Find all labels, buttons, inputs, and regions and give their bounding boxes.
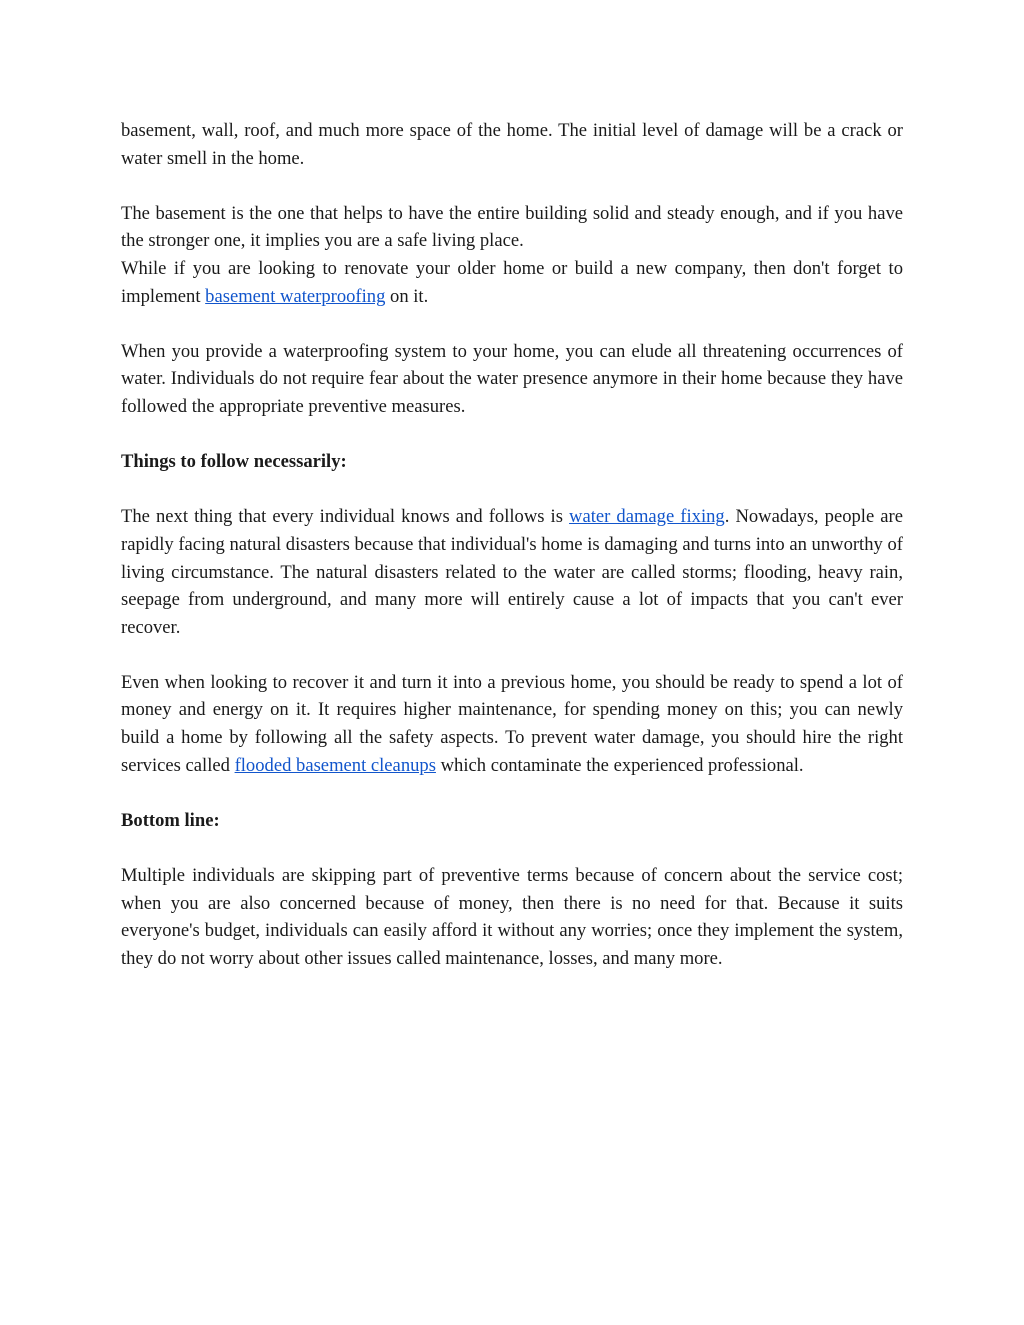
paragraph-basement-strength: The basement is the one that helps to have the entire building solid and steady enough, and if you have the stronger one, it implies you are a safe living place.: [121, 202, 903, 252]
paragraph-water-damage-text: The next thing that every individual knows and follows is: [121, 506, 570, 528]
paragraph-spacer: [121, 476, 903, 504]
paragraph-recover-tail: which contaminate the experienced professional.: [435, 754, 804, 776]
paragraph-spacer: [121, 310, 903, 338]
paragraph-spacer: [121, 421, 903, 449]
paragraph-spacer: [121, 641, 903, 669]
paragraph-spacer: [121, 834, 903, 862]
paragraph-conclusion: Multiple individuals are skipping part of preventive terms because of concern about the service cost; when you are also concerned because of money, then there is no need for that. Because it suits everyone's budget, individuals can easily afford it without any worries; once they implement the system, they do not worry about other issues called maintenance, losses, and many more.: [121, 865, 903, 969]
paragraph-renovate-text: While if you are looking to renovate your older home or build a new company, then don't forget to implement: [121, 257, 903, 307]
heading-bottom-line: Bottom line:: [121, 809, 220, 831]
paragraph-water-damage-tail: . Nowadays, people are rapidly facing natural disasters because that individual's home is damaging and turns into an unworthy of living circumstance. The natural disasters related to the water are called storms; flooding, heavy rain, seepage from underground, and many more will entirely cause a lot of impacts that you can't ever recover.: [121, 506, 903, 638]
basement-waterproofing-link[interactable]: basement waterproofing: [205, 285, 386, 307]
paragraph-waterproofing-system: When you provide a waterproofing system to your home, you can elude all threatening occurrences of water. Individuals do not require fear about the water presence anymore in their home because they have followed the appropriate preventive measures.: [121, 340, 903, 417]
paragraph-renovate-tail: on it.: [385, 285, 429, 307]
paragraph-intro: basement, wall, roof, and much more space of the home. The initial level of damage will be a crack or water smell in the home.: [121, 120, 903, 169]
paragraph-renovate: [121, 255, 903, 310]
document-body: [121, 117, 903, 972]
water-damage-fixing-link[interactable]: water damage fixing: [569, 506, 725, 528]
flooded-basement-cleanups-link[interactable]: flooded basement cleanups: [234, 754, 436, 776]
heading-things-to-follow: Things to follow necessarily:: [121, 451, 347, 473]
paragraph-water-damage: [121, 503, 903, 641]
paragraph-recover: [121, 669, 903, 779]
paragraph-spacer: [121, 172, 903, 200]
paragraph-recover-text: Even when looking to recover it and turn it into a previous home, you should be ready to spend a lot of money and energy on it. It requires higher maintenance, for spending money on this; you can newly build a home by following all the safety aspects. To prevent water damage, you should hire the right services called: [121, 671, 903, 776]
paragraph-spacer: [121, 779, 903, 807]
